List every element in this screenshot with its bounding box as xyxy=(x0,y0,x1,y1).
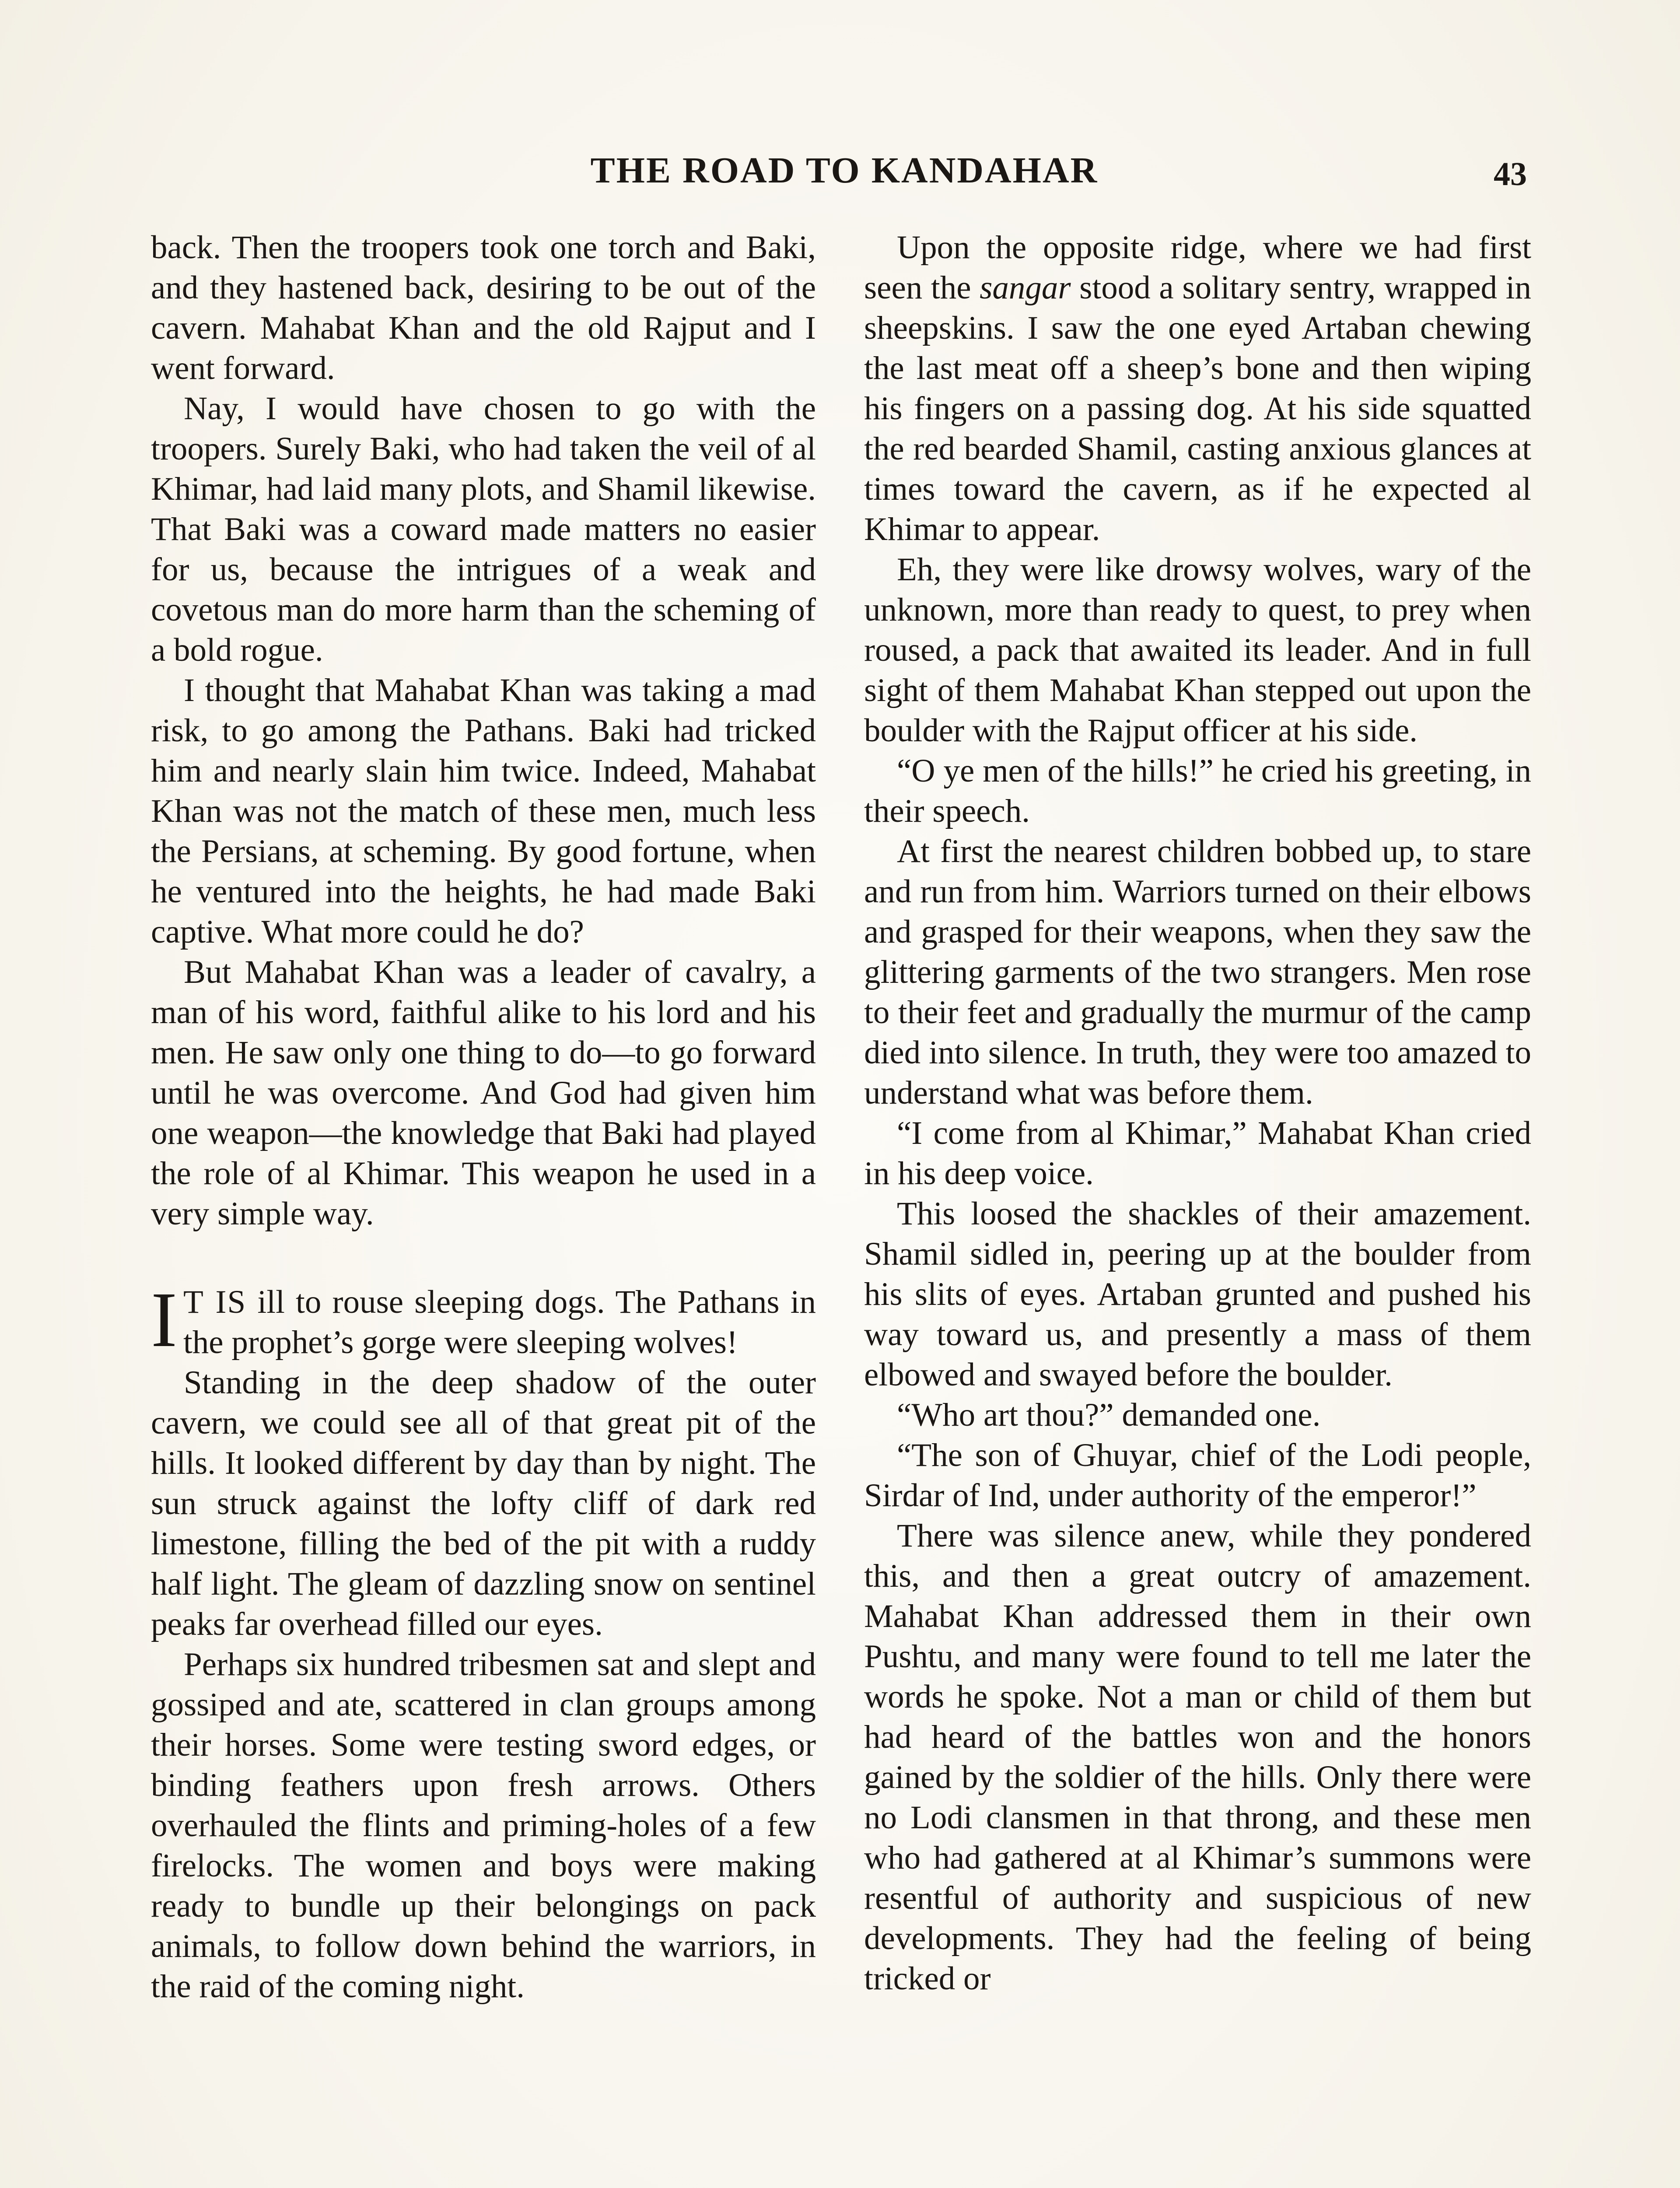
paragraph: “O ye men of the hills!” he cried his greeting, in their speech. xyxy=(864,753,1531,829)
paragraph: Eh, they were like drowsy wolves, wary of the unknown, more than ready to quest, to prey when roused, a pack that awaited its leader. And in full sight of them Mahabat Khan stepped out upon the boulder with the Rajput officer at his side. xyxy=(864,551,1531,749)
page-number: 43 xyxy=(1494,156,1527,193)
right-column xyxy=(864,228,1531,1999)
paragraph: Standing in the deep shadow of the outer cavern, we could see all of that great pit of the hills. It looked different by day than by night. The sun struck against the lofty cliff of dark red limestone, filling the bed of the pit with a ruddy half light. The gleam of dazzling snow on sentinel peaks far overhead filled our eyes. xyxy=(151,1364,816,1642)
paragraph: I thought that Mahabat Khan was taking a mad risk, to go among the Pathans. Baki had tricked him and nearly slain him twice. Indeed, Mahabat Khan was not the match of these men, much less the Persians, at scheming. By good fortune, when he ventured into the heights, he had made Baki captive. What more could he do? xyxy=(151,672,816,950)
paragraph: Nay, I would have chosen to go with the troopers. Surely Baki, who had taken the veil of al Khimar, had laid many plots, and Shamil likewise. That Baki was a coward made matters no easier for us, because the intrigues of a weak and covetous man do more harm than the scheming of a bold rogue. xyxy=(151,390,816,668)
lead-in-words: T IS xyxy=(183,1284,247,1320)
paragraph: There was silence anew, while they pondered this, and then a great outcry of amazement. Mahabat Khan addressed them in their own Pushtu, and many were found to tell me later the words he spoke. Not a man or child of them but had heard of the battles won and the honors gained by the soldier of the hills. Only there were no Lodi clansmen in that throng, and these men who had gathered at al Khimar’s summons were resentful of authority and suspicious of new developments. They had the feeling of being tricked or xyxy=(864,1518,1531,1997)
paragraph-text: stood a solitary sentry, wrapped in sheepskins. I saw the one eyed Artaban chewing the last meat off a sheep’s bone and then wiping his fingers on a passing dog. At his side squatted the red bearded Shamil, casting anxious glances at times toward the cavern, as if he expected al Khimar to appear. xyxy=(864,270,1532,547)
paragraph xyxy=(864,228,1531,550)
drop-cap: I xyxy=(151,1276,177,1363)
left-column xyxy=(151,228,816,2007)
section-opening-paragraph xyxy=(151,1276,816,1363)
paragraph-text: Upon the opposite ridge, where we had first seen the xyxy=(864,229,1531,306)
paragraph-text: ill to rouse sleeping dogs. The Pathans in the prophet’s gorge were sleeping wolves! xyxy=(183,1284,816,1360)
paragraph: Perhaps six hundred tribesmen sat and slept and gossiped and ate, scattered in clan groups among their horses. Some were testing sword edges, or binding feathers upon fresh arrows. Others overhauled the flints and priming-holes of a few firelocks. The women and boys were making ready to bundle up their belongings on pack animals, to follow down behind the warriors, in the raid of the coming night. xyxy=(151,1646,816,2005)
paragraph: At first the nearest children bobbed up, to stare and run from him. Warriors turned on their elbows and grasped for their weapons, when they saw the glittering garments of the two strangers. Men rose to their feet and gradually the murmur of the camp died into silence. In truth, they were too amazed to understand what was before them. xyxy=(864,833,1531,1111)
paragraph: “The son of Ghuyar, chief of the Lodi people, Sirdar of Ind, under authority of the emperor!” xyxy=(864,1437,1531,1514)
paragraph: This loosed the shackles of their amazement. Shamil sidled in, peering up at the boulder from his slits of eyes. Artaban grunted and pushed his way toward us, and presently a mass of them elbowed and swayed before the boulder. xyxy=(864,1196,1531,1393)
running-title: THE ROAD TO KANDAHAR xyxy=(590,150,1099,191)
paragraph: back. Then the troopers took one torch and Baki, and they hastened back, desiring to be out of the cavern. Mahabat Khan and the old Rajput and I went forward. xyxy=(151,229,816,386)
paragraph: “Who art thou?” demanded one. xyxy=(897,1397,1321,1433)
italic-word: sangar xyxy=(980,270,1071,306)
paragraph: “I come from al Khimar,” Mahabat Khan cried in his deep voice. xyxy=(864,1115,1531,1192)
section-break xyxy=(151,1234,816,1282)
paragraph: But Mahabat Khan was a leader of cavalry, a man of his word, faithful alike to his lord and his men. He saw only one thing to do—to go forward until he was overcome. And God had given him one weapon—the knowledge that Baki had played the role of al Khimar. This weapon he used in a very simple way. xyxy=(151,954,816,1232)
page-header xyxy=(149,144,1540,197)
